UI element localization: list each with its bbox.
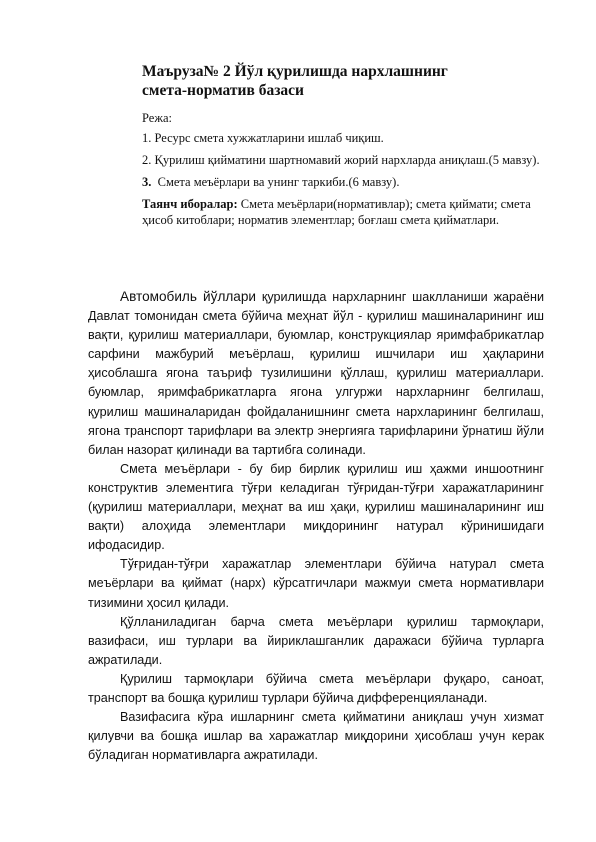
plan-item-3-text: Смета меъёрлари ва унинг таркиби.(6 мавзу).: [157, 175, 400, 189]
plan-item-1: 1. Ресурс смета хужжатларини ишлаб чиқиш.: [142, 131, 384, 145]
lecture-title-line-1: Маъруза№ 2 Йўл қурилишда нархлашнинг: [142, 63, 448, 80]
paragraph-1-text: қурилишда нархларнинг шаклланиши жараёни Давлат томонидан смета бўйича меҳнат йўл - қурилиш машиналарининг иш вақти, қурилиш материаллари, буюмлар, конструкциялар яримфабрикатлар сарфини мажбурий меъёрлаш, қурилиш ишчилари иш ҳақларини ҳисоблашга ягона таъриф тузилишини қўллаш, қурилиш материаллари. буюмлар, яримфабрикатларга ягона улгуржи нархларнинг белгилаш, қурилиш машиналаридан фойдаланишнинг смета нархларининг белгилаш, ягона транспорт тарифлари ва электр энергияга тарифларини ўрнатиш йўли билан назорат қилинади ва тартибга солинади.: [88, 290, 545, 457]
paragraph-2: Смета меъёрлари - бу бир бирлик қурилиш иш ҳажми иншоотнинг конструктив элементига тўғри келадиган тўғридан-тўғри харажатларининг (қурилиш материаллари, меҳнат ва иш ҳақи, қурилиш машиналарининг иш вақти) алоҳида элементлари миқдорининг натурал кўринишидаги ифодасидир.: [88, 461, 544, 553]
keywords: [142, 196, 542, 228]
lecture-plan: [142, 110, 542, 234]
keywords-text: Смета меъёрлари(нормативлар); смета қиймати; смета ҳисоб китоблари; норматив элементлар; боғлаш смета қийматлари.: [142, 197, 531, 227]
keywords-label: Таянч иборалар:: [142, 197, 238, 211]
paragraph-6: Вазифасига кўра ишларнинг смета қийматини аниқлаш учун хизмат қилувчи ва бошқа ишлар ва харажатлар миқдорини ҳисоблаш учун керак бўладиган нормативларга ажратилади.: [88, 710, 544, 763]
plan-item-3: [142, 174, 542, 190]
paragraph-4: Қўлланиладиган барча смета меъёрлари қурилиш тармоқлари, вазифаси, иш турлари ва йириклашганлик даражаси бўйича турларга ажратилади.: [88, 614, 544, 667]
paragraph-3: Тўғридан-тўғри харажатлар элементлари бўйича натурал смета меъёрлари ва қиймат (нарх) кўрсатгичлари мажмуи смета нормативлари тизимини ҳосил қилади.: [88, 557, 544, 610]
paragraph-5: Қурилиш тармоқлари бўйича смета меъёрлари фуқаро, саноат, транспорт ва бошқа қурилиш турлари бўйича дифференцияланади.: [88, 671, 544, 705]
lecture-body: [88, 287, 544, 765]
lecture-title: [142, 62, 542, 100]
paragraph-1-lead: Автомобиль йўллари: [120, 289, 257, 304]
plan-label: Режа:: [142, 111, 172, 125]
plan-item-3-number: 3.: [142, 175, 152, 189]
lecture-title-line-2: смета-норматив базаси: [142, 82, 304, 99]
paragraph-1: [88, 287, 544, 460]
plan-item-2: 2. Қурилиш қийматини шартномавий жорий нархларда аниқлаш.(5 мавзу).: [142, 153, 540, 167]
